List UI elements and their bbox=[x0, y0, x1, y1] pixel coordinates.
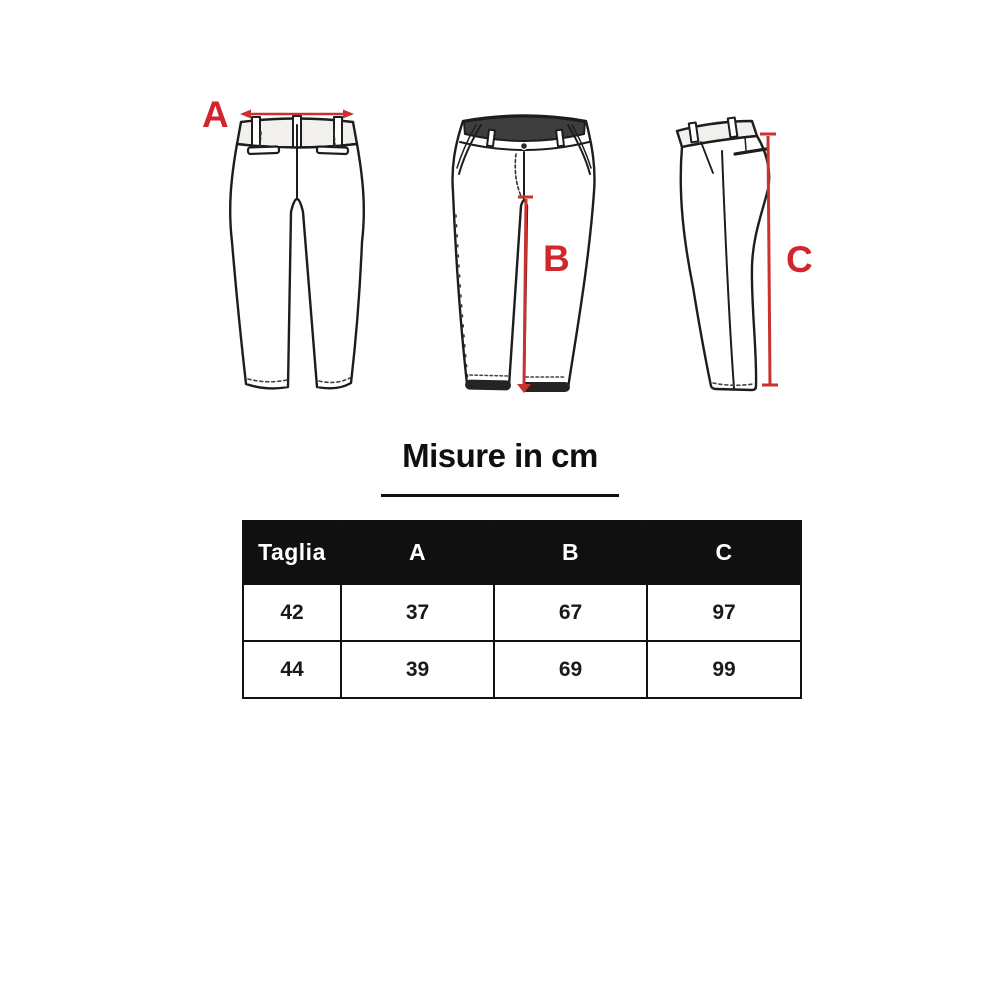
size-value: 42 bbox=[243, 584, 341, 641]
table-row bbox=[243, 584, 801, 641]
measure-b-value: 69 bbox=[494, 641, 647, 698]
measure-a-value: 37 bbox=[341, 584, 494, 641]
table-row bbox=[243, 641, 801, 698]
pants-back-view-drawing bbox=[230, 116, 364, 388]
size-value: 44 bbox=[243, 641, 341, 698]
pants-side-view-drawing bbox=[677, 118, 769, 390]
measure-label-b: B bbox=[543, 238, 570, 279]
header-c: C bbox=[647, 521, 801, 584]
header-a: A bbox=[341, 521, 494, 584]
size-table-header-row bbox=[243, 521, 801, 584]
measure-b-value: 67 bbox=[494, 584, 647, 641]
size-table bbox=[242, 520, 802, 699]
title-underline bbox=[381, 494, 619, 497]
measure-a-value: 39 bbox=[341, 641, 494, 698]
measure-label-a: A bbox=[202, 94, 229, 135]
measure-c-value: 99 bbox=[647, 641, 801, 698]
header-b: B bbox=[494, 521, 647, 584]
page-title: Misure in cm bbox=[402, 437, 598, 474]
measure-c-value: 97 bbox=[647, 584, 801, 641]
measure-label-c: C bbox=[786, 239, 813, 280]
header-taglia: Taglia bbox=[243, 521, 341, 584]
